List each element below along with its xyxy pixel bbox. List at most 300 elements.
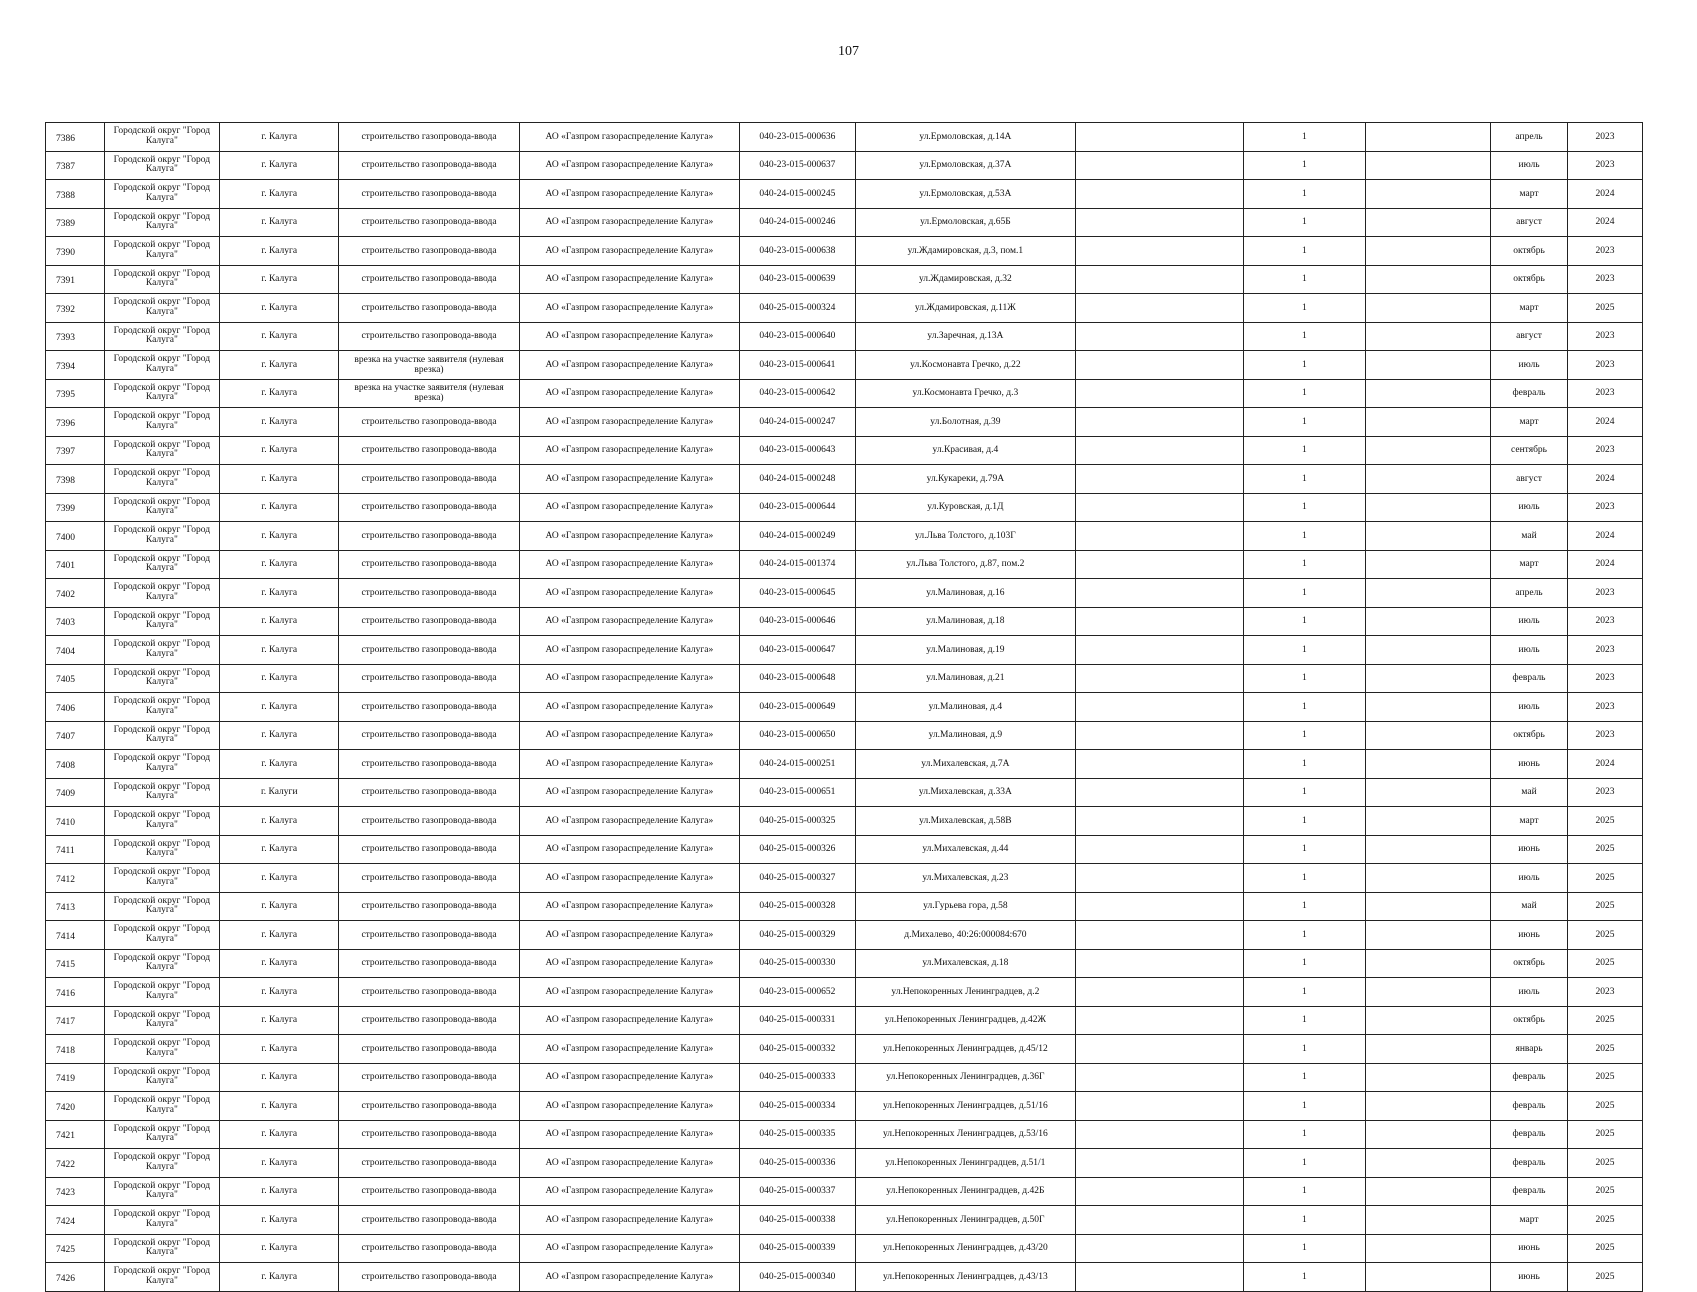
municipality-cell: Городской округ "Город Калуга" <box>104 1177 219 1206</box>
year-cell: 2023 <box>1567 265 1642 294</box>
empty-cell <box>1365 522 1490 551</box>
quantity-cell: 1 <box>1244 636 1365 665</box>
municipality-cell: Городской округ "Город Калуга" <box>104 607 219 636</box>
organization-cell: АО «Газпром газораспределение Калуга» <box>519 1206 740 1235</box>
organization-cell: АО «Газпром газораспределение Калуга» <box>519 693 740 722</box>
empty-cell <box>1365 436 1490 465</box>
month-cell: май <box>1491 892 1568 921</box>
year-cell: 2023 <box>1567 978 1642 1007</box>
table-row <box>46 1006 1643 1035</box>
empty-cell <box>1076 493 1244 522</box>
month-cell: июнь <box>1491 750 1568 779</box>
organization-cell: АО «Газпром газораспределение Калуга» <box>519 892 740 921</box>
municipality-cell: Городской округ "Город Калуга" <box>104 379 219 408</box>
row-number: 7422 <box>46 1149 105 1178</box>
empty-cell <box>1365 550 1490 579</box>
year-cell: 2024 <box>1567 208 1642 237</box>
row-number: 7394 <box>46 351 105 380</box>
application-code-cell: 040-24-015-000249 <box>740 522 855 551</box>
year-cell: 2023 <box>1567 636 1642 665</box>
organization-cell: АО «Газпром газораспределение Калуга» <box>519 1006 740 1035</box>
city-cell: г. Калуга <box>220 351 339 380</box>
municipality-cell: Городской округ "Город Калуга" <box>104 778 219 807</box>
organization-cell: АО «Газпром газораспределение Калуга» <box>519 379 740 408</box>
empty-cell <box>1076 949 1244 978</box>
work-type-cell: строительство газопровода-ввода <box>339 1120 519 1149</box>
empty-cell <box>1076 1006 1244 1035</box>
year-cell: 2024 <box>1567 465 1642 494</box>
table-row <box>46 1206 1643 1235</box>
city-cell: г. Калуга <box>220 522 339 551</box>
quantity-cell: 1 <box>1244 522 1365 551</box>
city-cell: г. Калуга <box>220 180 339 209</box>
year-cell: 2025 <box>1567 1035 1642 1064</box>
table-row <box>46 1263 1643 1292</box>
address-cell: ул.Непокоренных Ленинградцев, д.2 <box>855 978 1076 1007</box>
address-cell: ул.Ждамировская, д.11Ж <box>855 294 1076 323</box>
work-type-cell: строительство газопровода-ввода <box>339 607 519 636</box>
work-type-cell: строительство газопровода-ввода <box>339 1177 519 1206</box>
organization-cell: АО «Газпром газораспределение Калуга» <box>519 1120 740 1149</box>
city-cell: г. Калуга <box>220 1063 339 1092</box>
page-number: 107 <box>838 44 859 59</box>
table-row <box>46 750 1643 779</box>
month-cell: октябрь <box>1491 949 1568 978</box>
city-cell: г. Калуга <box>220 1120 339 1149</box>
row-number: 7396 <box>46 408 105 437</box>
row-number: 7392 <box>46 294 105 323</box>
address-cell: ул.Ермоловская, д.14А <box>855 123 1076 152</box>
row-number: 7408 <box>46 750 105 779</box>
address-cell: ул.Малиновая, д.21 <box>855 664 1076 693</box>
year-cell: 2025 <box>1567 864 1642 893</box>
row-number: 7388 <box>46 180 105 209</box>
address-cell: ул.Льва Толстого, д.103Г <box>855 522 1076 551</box>
municipality-cell: Городской округ "Город Калуга" <box>104 465 219 494</box>
address-cell: ул.Непокоренных Ленинградцев, д.45/12 <box>855 1035 1076 1064</box>
city-cell: г. Калуга <box>220 721 339 750</box>
address-cell: ул.Малиновая, д.18 <box>855 607 1076 636</box>
address-cell: ул.Непокоренных Ленинградцев, д.43/13 <box>855 1263 1076 1292</box>
year-cell: 2023 <box>1567 664 1642 693</box>
month-cell: июнь <box>1491 1263 1568 1292</box>
organization-cell: АО «Газпром газораспределение Калуга» <box>519 322 740 351</box>
row-number: 7406 <box>46 693 105 722</box>
organization-cell: АО «Газпром газораспределение Калуга» <box>519 721 740 750</box>
table-row <box>46 522 1643 551</box>
year-cell: 2024 <box>1567 750 1642 779</box>
table-row <box>46 151 1643 180</box>
quantity-cell: 1 <box>1244 379 1365 408</box>
empty-cell <box>1365 693 1490 722</box>
quantity-cell: 1 <box>1244 978 1365 1007</box>
row-number: 7390 <box>46 237 105 266</box>
work-type-cell: строительство газопровода-ввода <box>339 1149 519 1178</box>
address-cell: ул.Космонавта Гречко, д.22 <box>855 351 1076 380</box>
month-cell: октябрь <box>1491 265 1568 294</box>
organization-cell: АО «Газпром газораспределение Калуга» <box>519 778 740 807</box>
year-cell: 2025 <box>1567 921 1642 950</box>
city-cell: г. Калуга <box>220 607 339 636</box>
year-cell: 2023 <box>1567 607 1642 636</box>
address-cell: ул.Малиновая, д.19 <box>855 636 1076 665</box>
organization-cell: АО «Газпром газораспределение Калуга» <box>519 978 740 1007</box>
row-number: 7424 <box>46 1206 105 1235</box>
empty-cell <box>1365 835 1490 864</box>
table-row <box>46 436 1643 465</box>
organization-cell: АО «Газпром газораспределение Калуга» <box>519 864 740 893</box>
year-cell: 2023 <box>1567 379 1642 408</box>
organization-cell: АО «Газпром газораспределение Калуга» <box>519 1092 740 1121</box>
organization-cell: АО «Газпром газораспределение Калуга» <box>519 522 740 551</box>
organization-cell: АО «Газпром газораспределение Калуга» <box>519 465 740 494</box>
municipality-cell: Городской округ "Город Калуга" <box>104 322 219 351</box>
address-cell: ул.Малиновая, д.16 <box>855 579 1076 608</box>
empty-cell <box>1365 978 1490 1007</box>
municipality-cell: Городской округ "Город Калуга" <box>104 123 219 152</box>
quantity-cell: 1 <box>1244 351 1365 380</box>
city-cell: г. Калуга <box>220 949 339 978</box>
address-cell: ул.Непокоренных Ленинградцев, д.42Ж <box>855 1006 1076 1035</box>
work-type-cell: строительство газопровода-ввода <box>339 294 519 323</box>
row-number: 7400 <box>46 522 105 551</box>
address-cell: ул.Непокоренных Ленинградцев, д.43/20 <box>855 1234 1076 1263</box>
empty-cell <box>1365 1006 1490 1035</box>
municipality-cell: Городской округ "Город Калуга" <box>104 978 219 1007</box>
work-type-cell: строительство газопровода-ввода <box>339 180 519 209</box>
empty-cell <box>1076 1120 1244 1149</box>
organization-cell: АО «Газпром газораспределение Калуга» <box>519 636 740 665</box>
table-row <box>46 1234 1643 1263</box>
table-row <box>46 807 1643 836</box>
row-number: 7414 <box>46 921 105 950</box>
application-code-cell: 040-25-015-000326 <box>740 835 855 864</box>
empty-cell <box>1076 1206 1244 1235</box>
quantity-cell: 1 <box>1244 1263 1365 1292</box>
empty-cell <box>1076 921 1244 950</box>
quantity-cell: 1 <box>1244 1206 1365 1235</box>
organization-cell: АО «Газпром газораспределение Калуга» <box>519 151 740 180</box>
quantity-cell: 1 <box>1244 322 1365 351</box>
municipality-cell: Городской округ "Город Калуга" <box>104 550 219 579</box>
empty-cell <box>1076 721 1244 750</box>
address-cell: ул.Льва Толстого, д.87, пом.2 <box>855 550 1076 579</box>
address-cell: ул.Михалевская, д.18 <box>855 949 1076 978</box>
month-cell: март <box>1491 807 1568 836</box>
quantity-cell: 1 <box>1244 550 1365 579</box>
table-row <box>46 835 1643 864</box>
work-type-cell: строительство газопровода-ввода <box>339 892 519 921</box>
city-cell: г. Калуга <box>220 408 339 437</box>
municipality-cell: Городской округ "Город Калуга" <box>104 636 219 665</box>
city-cell: г. Калуга <box>220 237 339 266</box>
organization-cell: АО «Газпром газораспределение Калуга» <box>519 180 740 209</box>
application-code-cell: 040-23-015-000651 <box>740 778 855 807</box>
month-cell: апрель <box>1491 123 1568 152</box>
empty-cell <box>1076 180 1244 209</box>
quantity-cell: 1 <box>1244 864 1365 893</box>
row-number: 7409 <box>46 778 105 807</box>
work-type-cell: строительство газопровода-ввода <box>339 465 519 494</box>
row-number: 7411 <box>46 835 105 864</box>
row-number: 7401 <box>46 550 105 579</box>
year-cell: 2025 <box>1567 1263 1642 1292</box>
application-code-cell: 040-23-015-000642 <box>740 379 855 408</box>
empty-cell <box>1365 778 1490 807</box>
empty-cell <box>1365 921 1490 950</box>
year-cell: 2024 <box>1567 408 1642 437</box>
table-row <box>46 379 1643 408</box>
month-cell: октябрь <box>1491 721 1568 750</box>
municipality-cell: Городской округ "Город Калуга" <box>104 1149 219 1178</box>
application-code-cell: 040-25-015-000331 <box>740 1006 855 1035</box>
application-code-cell: 040-23-015-000650 <box>740 721 855 750</box>
month-cell: июль <box>1491 864 1568 893</box>
city-cell: г. Калуга <box>220 379 339 408</box>
application-code-cell: 040-23-015-000647 <box>740 636 855 665</box>
year-cell: 2025 <box>1567 1006 1642 1035</box>
empty-cell <box>1365 721 1490 750</box>
empty-cell <box>1076 579 1244 608</box>
year-cell: 2023 <box>1567 237 1642 266</box>
organization-cell: АО «Газпром газораспределение Калуга» <box>519 493 740 522</box>
application-code-cell: 040-25-015-000329 <box>740 921 855 950</box>
address-cell: ул.Непокоренных Ленинградцев, д.42Б <box>855 1177 1076 1206</box>
empty-cell <box>1365 237 1490 266</box>
application-code-cell: 040-23-015-000638 <box>740 237 855 266</box>
table-row <box>46 180 1643 209</box>
organization-cell: АО «Газпром газораспределение Калуга» <box>519 1234 740 1263</box>
work-type-cell: строительство газопровода-ввода <box>339 921 519 950</box>
municipality-cell: Городской округ "Город Калуга" <box>104 408 219 437</box>
year-cell: 2023 <box>1567 579 1642 608</box>
municipality-cell: Городской округ "Город Калуга" <box>104 750 219 779</box>
quantity-cell: 1 <box>1244 465 1365 494</box>
row-number: 7389 <box>46 208 105 237</box>
application-code-cell: 040-25-015-000334 <box>740 1092 855 1121</box>
month-cell: июнь <box>1491 921 1568 950</box>
year-cell: 2023 <box>1567 436 1642 465</box>
empty-cell <box>1365 151 1490 180</box>
quantity-cell: 1 <box>1244 1120 1365 1149</box>
empty-cell <box>1076 1177 1244 1206</box>
quantity-cell: 1 <box>1244 721 1365 750</box>
month-cell: июль <box>1491 493 1568 522</box>
address-cell: ул.Непокоренных Ленинградцев, д.51/16 <box>855 1092 1076 1121</box>
empty-cell <box>1076 408 1244 437</box>
application-code-cell: 040-23-015-000643 <box>740 436 855 465</box>
municipality-cell: Городской округ "Город Калуга" <box>104 1035 219 1064</box>
empty-cell <box>1076 265 1244 294</box>
city-cell: г. Калуга <box>220 750 339 779</box>
row-number: 7410 <box>46 807 105 836</box>
row-number: 7407 <box>46 721 105 750</box>
municipality-cell: Городской округ "Город Калуга" <box>104 493 219 522</box>
municipality-cell: Городской округ "Город Калуга" <box>104 522 219 551</box>
month-cell: апрель <box>1491 579 1568 608</box>
organization-cell: АО «Газпром газораспределение Калуга» <box>519 351 740 380</box>
row-number: 7415 <box>46 949 105 978</box>
work-type-cell: строительство газопровода-ввода <box>339 408 519 437</box>
table-row <box>46 208 1643 237</box>
address-cell: ул.Гурьева гора, д.58 <box>855 892 1076 921</box>
row-number: 7395 <box>46 379 105 408</box>
work-type-cell: строительство газопровода-ввода <box>339 807 519 836</box>
empty-cell <box>1365 1234 1490 1263</box>
empty-cell <box>1076 1035 1244 1064</box>
month-cell: февраль <box>1491 379 1568 408</box>
application-code-cell: 040-25-015-000327 <box>740 864 855 893</box>
empty-cell <box>1076 778 1244 807</box>
city-cell: г. Калуга <box>220 265 339 294</box>
work-type-cell: строительство газопровода-ввода <box>339 636 519 665</box>
municipality-cell: Городской округ "Город Калуга" <box>104 864 219 893</box>
municipality-cell: Городской округ "Город Калуга" <box>104 237 219 266</box>
table-row <box>46 921 1643 950</box>
empty-cell <box>1365 1206 1490 1235</box>
application-code-cell: 040-23-015-000646 <box>740 607 855 636</box>
address-cell: ул.Малиновая, д.4 <box>855 693 1076 722</box>
row-number: 7402 <box>46 579 105 608</box>
empty-cell <box>1365 208 1490 237</box>
work-type-cell: строительство газопровода-ввода <box>339 1206 519 1235</box>
table-row <box>46 265 1643 294</box>
table-row <box>46 408 1643 437</box>
address-cell: ул.Куровская, д.1Д <box>855 493 1076 522</box>
table-row <box>46 949 1643 978</box>
table-row <box>46 607 1643 636</box>
address-cell: ул.Малиновая, д.9 <box>855 721 1076 750</box>
organization-cell: АО «Газпром газораспределение Калуга» <box>519 208 740 237</box>
city-cell: г. Калуга <box>220 664 339 693</box>
table-row <box>46 579 1643 608</box>
municipality-cell: Городской округ "Город Калуга" <box>104 351 219 380</box>
month-cell: март <box>1491 550 1568 579</box>
work-type-cell: строительство газопровода-ввода <box>339 550 519 579</box>
organization-cell: АО «Газпром газораспределение Калуга» <box>519 294 740 323</box>
application-code-cell: 040-24-015-000245 <box>740 180 855 209</box>
work-type-cell: строительство газопровода-ввода <box>339 436 519 465</box>
month-cell: февраль <box>1491 1177 1568 1206</box>
empty-cell <box>1076 1263 1244 1292</box>
organization-cell: АО «Газпром газораспределение Калуга» <box>519 607 740 636</box>
address-cell: ул.Михалевская, д.7А <box>855 750 1076 779</box>
application-code-cell: 040-25-015-000335 <box>740 1120 855 1149</box>
year-cell: 2023 <box>1567 693 1642 722</box>
quantity-cell: 1 <box>1244 807 1365 836</box>
organization-cell: АО «Газпром газораспределение Калуга» <box>519 750 740 779</box>
address-cell: ул.Непокоренных Ленинградцев, д.36Г <box>855 1063 1076 1092</box>
row-number: 7423 <box>46 1177 105 1206</box>
row-number: 7420 <box>46 1092 105 1121</box>
application-code-cell: 040-23-015-000652 <box>740 978 855 1007</box>
year-cell: 2025 <box>1567 1092 1642 1121</box>
quantity-cell: 1 <box>1244 408 1365 437</box>
quantity-cell: 1 <box>1244 1177 1365 1206</box>
municipality-cell: Городской округ "Город Калуга" <box>104 1263 219 1292</box>
address-cell: ул.Михалевская, д.33А <box>855 778 1076 807</box>
table-row <box>46 123 1643 152</box>
city-cell: г. Калуга <box>220 208 339 237</box>
table-row <box>46 1035 1643 1064</box>
table-row <box>46 1092 1643 1121</box>
municipality-cell: Городской округ "Город Калуга" <box>104 1234 219 1263</box>
organization-cell: АО «Газпром газораспределение Калуга» <box>519 123 740 152</box>
empty-cell <box>1365 493 1490 522</box>
empty-cell <box>1076 1092 1244 1121</box>
address-cell: ул.Ермоловская, д.37А <box>855 151 1076 180</box>
application-code-cell: 040-23-015-000636 <box>740 123 855 152</box>
year-cell: 2025 <box>1567 294 1642 323</box>
empty-cell <box>1076 864 1244 893</box>
quantity-cell: 1 <box>1244 693 1365 722</box>
empty-cell <box>1076 892 1244 921</box>
quantity-cell: 1 <box>1244 151 1365 180</box>
month-cell: июль <box>1491 978 1568 1007</box>
empty-cell <box>1076 607 1244 636</box>
row-number: 7391 <box>46 265 105 294</box>
row-number: 7403 <box>46 607 105 636</box>
address-cell: ул.Ждамировская, д.3, пом.1 <box>855 237 1076 266</box>
quantity-cell: 1 <box>1244 1234 1365 1263</box>
table-row <box>46 978 1643 1007</box>
city-cell: г. Калуга <box>220 807 339 836</box>
year-cell: 2025 <box>1567 949 1642 978</box>
empty-cell <box>1076 636 1244 665</box>
table-row <box>46 778 1643 807</box>
work-type-cell: строительство газопровода-ввода <box>339 721 519 750</box>
application-code-cell: 040-24-015-000246 <box>740 208 855 237</box>
municipality-cell: Городской округ "Город Калуга" <box>104 835 219 864</box>
month-cell: сентябрь <box>1491 436 1568 465</box>
year-cell: 2023 <box>1567 151 1642 180</box>
application-code-cell: 040-23-015-000648 <box>740 664 855 693</box>
quantity-cell: 1 <box>1244 835 1365 864</box>
table-row <box>46 550 1643 579</box>
empty-cell <box>1365 322 1490 351</box>
month-cell: июнь <box>1491 835 1568 864</box>
row-number: 7387 <box>46 151 105 180</box>
row-number: 7393 <box>46 322 105 351</box>
organization-cell: АО «Газпром газораспределение Калуга» <box>519 579 740 608</box>
row-number: 7421 <box>46 1120 105 1149</box>
city-cell: г. Калуги <box>220 778 339 807</box>
organization-cell: АО «Газпром газораспределение Калуга» <box>519 949 740 978</box>
month-cell: январь <box>1491 1035 1568 1064</box>
empty-cell <box>1365 864 1490 893</box>
year-cell: 2023 <box>1567 322 1642 351</box>
empty-cell <box>1076 322 1244 351</box>
month-cell: июль <box>1491 351 1568 380</box>
empty-cell <box>1076 664 1244 693</box>
work-type-cell: строительство газопровода-ввода <box>339 664 519 693</box>
empty-cell <box>1365 1035 1490 1064</box>
application-code-cell: 040-25-015-000328 <box>740 892 855 921</box>
municipality-cell: Городской округ "Город Калуга" <box>104 921 219 950</box>
address-cell: ул.Непокоренных Ленинградцев, д.51/1 <box>855 1149 1076 1178</box>
city-cell: г. Калуга <box>220 921 339 950</box>
month-cell: май <box>1491 778 1568 807</box>
empty-cell <box>1365 664 1490 693</box>
municipality-cell: Городской округ "Город Калуга" <box>104 721 219 750</box>
work-type-cell: строительство газопровода-ввода <box>339 322 519 351</box>
work-type-cell: строительство газопровода-ввода <box>339 1006 519 1035</box>
month-cell: февраль <box>1491 1149 1568 1178</box>
quantity-cell: 1 <box>1244 237 1365 266</box>
quantity-cell: 1 <box>1244 208 1365 237</box>
month-cell: февраль <box>1491 1063 1568 1092</box>
work-type-cell: строительство газопровода-ввода <box>339 522 519 551</box>
